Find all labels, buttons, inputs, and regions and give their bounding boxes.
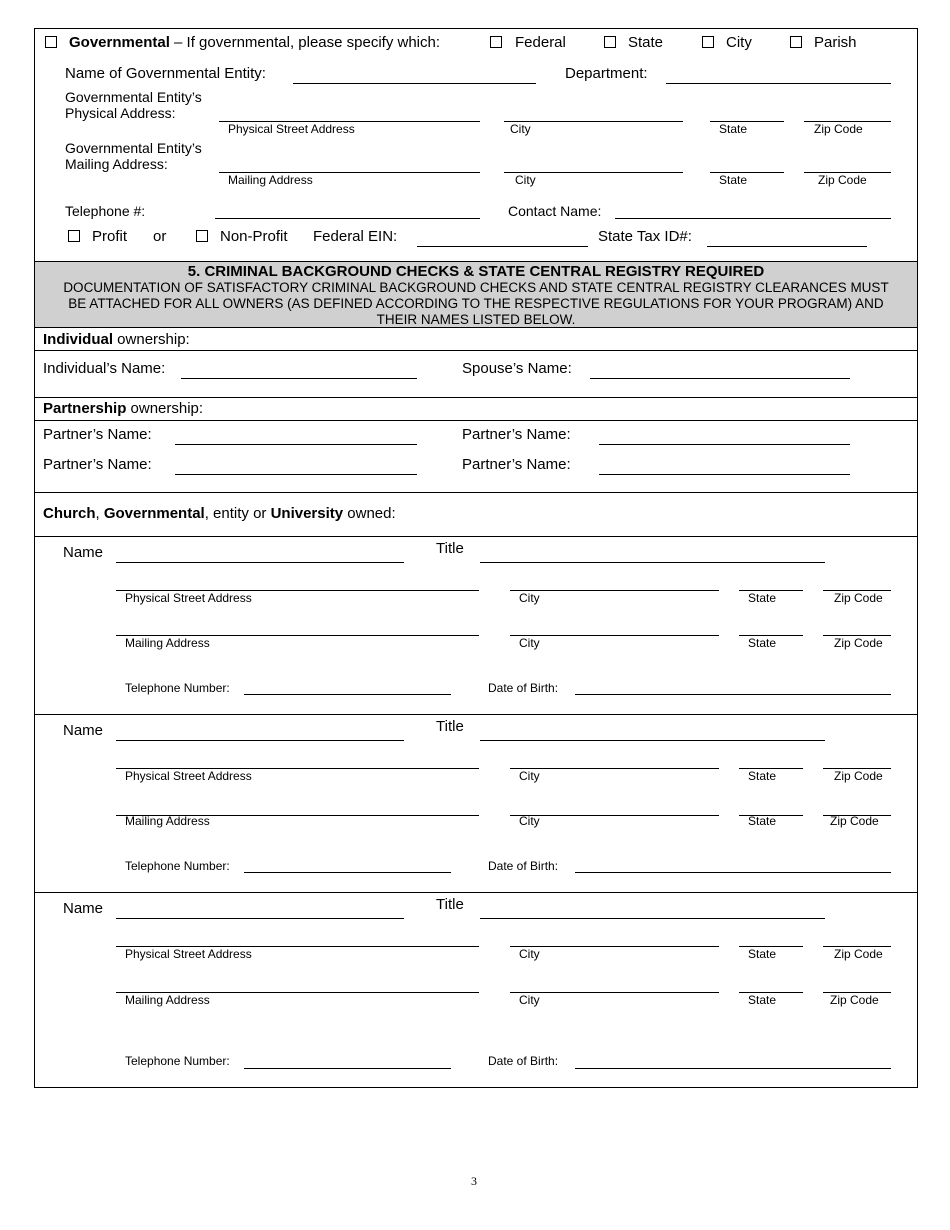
mail-street-caption: Mailing Address	[125, 993, 210, 1007]
telephone-number-label: Telephone Number:	[125, 859, 230, 873]
owner-name-label: Name	[63, 544, 104, 561]
owner-dob-field[interactable]	[575, 872, 891, 873]
owner-title-field[interactable]	[480, 562, 825, 563]
city-caption: City	[519, 993, 540, 1007]
department-label: Department:	[565, 65, 648, 82]
governmental-checkbox[interactable]	[45, 36, 57, 48]
state-caption: State	[748, 993, 777, 1007]
contact-name-label: Contact Name:	[508, 203, 602, 219]
date-of-birth-label: Date of Birth:	[488, 681, 559, 695]
zip-caption: Zip Code	[834, 636, 883, 650]
phys-street-caption: Physical Street Address	[228, 122, 355, 136]
gov-phys-city-field[interactable]	[504, 121, 683, 122]
mail-street-caption: Mailing Address	[125, 636, 210, 650]
owner-telephone-field[interactable]	[244, 1068, 451, 1069]
zip-caption: Zip Code	[834, 947, 883, 961]
owner-name-field[interactable]	[116, 740, 404, 741]
owner-mail-city-field[interactable]	[510, 815, 719, 816]
federal-ein-label: Federal EIN:	[313, 228, 398, 245]
entity-name-label: Name of Governmental Entity:	[65, 65, 266, 82]
phys-street-caption: Physical Street Address	[125, 769, 252, 783]
owner-name-label: Name	[63, 900, 104, 917]
owner-block	[0, 536, 950, 714]
owner-telephone-field[interactable]	[244, 872, 451, 873]
owner-block	[0, 892, 950, 1086]
individual-heading: Individual ownership:	[43, 331, 190, 348]
spouse-name-label: Spouse’s Name:	[462, 360, 572, 377]
state-caption: State	[748, 636, 777, 650]
physical-address-label: Governmental Entity’s Physical Address:	[65, 89, 202, 121]
city-caption: City	[519, 769, 540, 783]
partner-name-field-3[interactable]	[175, 474, 417, 475]
owner-name-field[interactable]	[116, 918, 404, 919]
governmental-heading: Governmental – If governmental, please specify which:	[69, 34, 441, 51]
state-caption: State	[719, 122, 748, 136]
owner-dob-field[interactable]	[575, 694, 891, 695]
parish-checkbox[interactable]	[790, 36, 802, 48]
zip-caption: Zip Code	[834, 769, 883, 783]
state-caption: State	[748, 591, 777, 605]
phys-street-caption: Physical Street Address	[125, 591, 252, 605]
page-number: 3	[471, 1174, 477, 1188]
federal-label: Federal	[515, 34, 566, 51]
owner-phys-city-field[interactable]	[510, 590, 719, 591]
city-caption: City	[519, 591, 540, 605]
owner-name-label: Name	[63, 722, 104, 739]
city-caption: City	[519, 947, 540, 961]
owner-block	[0, 714, 950, 892]
zip-caption: Zip Code	[834, 591, 883, 605]
telephone-label: Telephone #:	[65, 203, 146, 219]
owner-phys-city-field[interactable]	[510, 946, 719, 947]
state-caption: State	[748, 947, 777, 961]
partner-name-label: Partner’s Name:	[43, 426, 152, 443]
federal-checkbox[interactable]	[490, 36, 502, 48]
mailing-address-label: Governmental Entity’s Mailing Address:	[65, 140, 202, 172]
zip-caption: Zip Code	[830, 814, 879, 828]
partner-name-field-1[interactable]	[175, 444, 417, 445]
divider	[35, 420, 917, 421]
owner-mail-city-field[interactable]	[510, 635, 719, 636]
date-of-birth-label: Date of Birth:	[488, 859, 559, 873]
owner-dob-field[interactable]	[575, 1068, 891, 1069]
date-of-birth-label: Date of Birth:	[488, 1054, 559, 1068]
telephone-number-label: Telephone Number:	[125, 681, 230, 695]
section-5-header	[35, 261, 917, 328]
partner-name-label: Partner’s Name:	[462, 426, 571, 443]
owner-title-label: Title	[436, 718, 464, 735]
section-5-line-1: DOCUMENTATION OF SATISFACTORY CRIMINAL BACKGROUND CHECKS AND STATE CENTRAL REGISTRY CLEARANCES MUST	[63, 280, 889, 295]
city-caption: City	[515, 173, 536, 187]
partner-name-field-4[interactable]	[599, 474, 850, 475]
nonprofit-label: Non-Profit	[220, 228, 288, 245]
partner-name-label: Partner’s Name:	[462, 456, 571, 473]
section-5-line-2: BE ATTACHED FOR ALL OWNERS (AS DEFINED ACCORDING TO THE RESPECTIVE REGULATIONS FOR YOUR PROGRAM) AND	[68, 296, 884, 311]
zip-caption: Zip Code	[830, 993, 879, 1007]
partnership-heading: Partnership ownership:	[43, 400, 204, 417]
state-tax-id-field[interactable]	[707, 246, 867, 247]
state-label: State	[628, 34, 664, 51]
owner-title-field[interactable]	[480, 918, 825, 919]
owner-mail-city-field[interactable]	[510, 992, 719, 993]
spouse-name-field[interactable]	[590, 378, 850, 379]
city-caption: City	[510, 122, 531, 136]
state-caption: State	[719, 173, 748, 187]
divider	[35, 397, 917, 398]
entity-name-field[interactable]	[293, 83, 536, 84]
zip-caption: Zip Code	[818, 173, 867, 187]
individual-name-label: Individual’s Name:	[43, 360, 166, 377]
or-label: or	[153, 228, 167, 245]
parish-label: Parish	[814, 34, 857, 51]
church-gov-univ-heading: Church, Governmental, entity or University owned:	[43, 505, 396, 522]
city-caption: City	[519, 814, 540, 828]
profit-label: Profit	[92, 228, 128, 245]
phys-street-caption: Physical Street Address	[125, 947, 252, 961]
profit-checkbox[interactable]	[68, 230, 80, 242]
contact-name-field[interactable]	[615, 218, 891, 219]
owner-telephone-field[interactable]	[244, 694, 451, 695]
state-caption: State	[748, 769, 777, 783]
nonprofit-checkbox[interactable]	[196, 230, 208, 242]
partner-name-label: Partner’s Name:	[43, 456, 152, 473]
state-checkbox[interactable]	[604, 36, 616, 48]
owner-title-label: Title	[436, 896, 464, 913]
divider	[35, 492, 917, 493]
section-5-line-3: THEIR NAMES LISTED BELOW.	[376, 312, 576, 327]
department-field[interactable]	[666, 83, 891, 84]
state-tax-id-label: State Tax ID#:	[598, 228, 692, 245]
city-caption: City	[519, 636, 540, 650]
telephone-field[interactable]	[215, 218, 480, 219]
telephone-number-label: Telephone Number:	[125, 1054, 230, 1068]
partner-name-field-2[interactable]	[599, 444, 850, 445]
owner-name-field[interactable]	[116, 562, 404, 563]
individual-name-field[interactable]	[181, 378, 417, 379]
mail-street-caption: Mailing Address	[228, 173, 313, 187]
zip-caption: Zip Code	[814, 122, 863, 136]
federal-ein-field[interactable]	[417, 246, 588, 247]
owner-title-field[interactable]	[480, 740, 825, 741]
state-caption: State	[748, 814, 777, 828]
divider	[35, 350, 917, 351]
mail-street-caption: Mailing Address	[125, 814, 210, 828]
section-5-title: 5. CRIMINAL BACKGROUND CHECKS & STATE CENTRAL REGISTRY REQUIRED	[187, 263, 765, 280]
owner-title-label: Title	[436, 540, 464, 557]
city-label: City	[726, 34, 752, 51]
city-checkbox[interactable]	[702, 36, 714, 48]
owner-phys-city-field[interactable]	[510, 768, 719, 769]
